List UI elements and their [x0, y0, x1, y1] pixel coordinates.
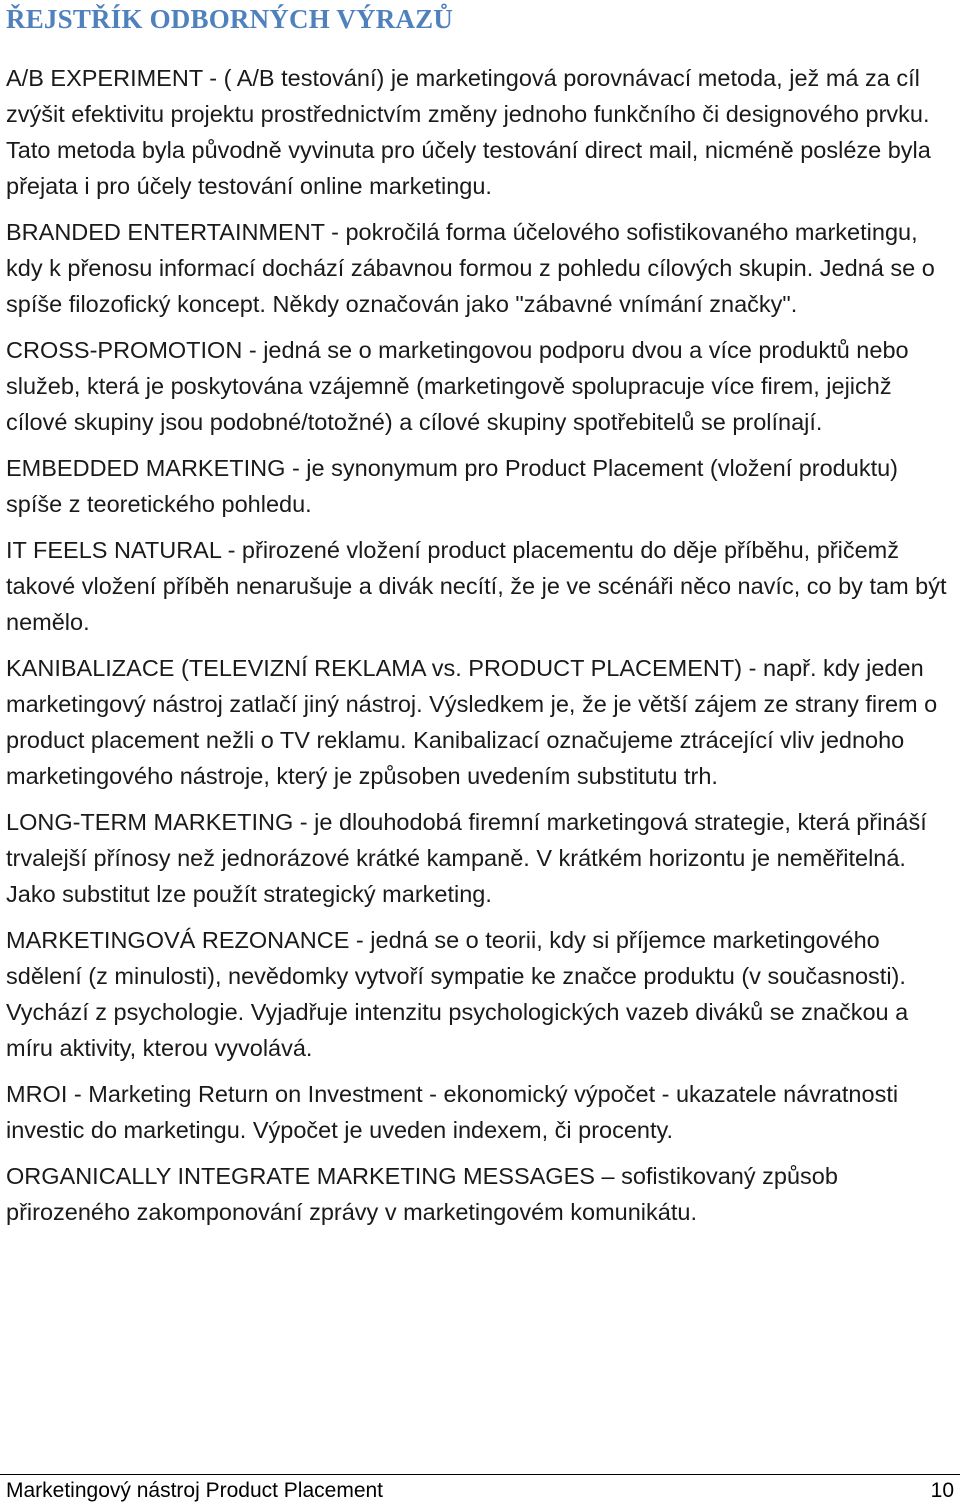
glossary-term: EMBEDDED MARKETING [6, 455, 286, 481]
glossary-definition: - pokročilá forma účelového sofistikovaného marketingu, kdy k přenosu informací dochází zábavnou formou z pohledu cílových skupin. Jedná se o spíše filozofický koncept. Někdy označován jako "zábavné vnímání značky". [6, 219, 935, 317]
glossary-list [6, 60, 956, 1230]
glossary-definition: - Marketing Return on Investment - ekonomický výpočet - ukazatele návratnosti investic do marketingu. Výpočet je uveden indexem, či procenty. [6, 1081, 899, 1143]
glossary-entry [6, 804, 956, 912]
glossary-entry [6, 650, 956, 794]
glossary-definition: - je synonymum pro Product Placement (vložení produktu) spíše z teoretického pohledu. [6, 455, 898, 517]
glossary-definition: - jedná se o marketingovou podporu dvou a více produktů nebo služeb, která je poskytována vzájemně (marketingově spolupracuje více firem, jejichž cílové skupiny jsou podobné/totožné) a cílové skupiny spotřebitelů se prolínají. [6, 337, 909, 435]
page-number: 10 [930, 1479, 954, 1502]
glossary-entry [6, 60, 956, 204]
glossary-entry [6, 332, 956, 440]
glossary-term: ORGANICALLY INTEGRATE MARKETING MESSAGES [6, 1163, 595, 1189]
glossary-entry [6, 532, 956, 640]
glossary-term: BRANDED ENTERTAINMENT [6, 219, 325, 245]
glossary-definition: – sofistikovaný způsob přirozeného zakomponování zprávy v marketingovém komunikátu. [6, 1163, 838, 1225]
glossary-term: LONG-TERM MARKETING [6, 809, 294, 835]
page-title: ŘEJSTŘÍK ODBORNÝCH VÝRAZŮ [6, 4, 454, 34]
page-footer [0, 1474, 960, 1505]
footer-title: Marketingový nástroj Product Placement [6, 1479, 384, 1502]
glossary-term: A/B EXPERIMENT [6, 65, 203, 91]
glossary-term: IT FEELS NATURAL [6, 537, 222, 563]
glossary-term: CROSS-PROMOTION [6, 337, 243, 363]
glossary-definition: - jedná se o teorii, kdy si příjemce marketingového sdělení (z minulosti), nevědomky vytvoří sympatie ke značce produktu (v současnosti). Vychází z psychologie. Vyjadřuje intenzitu psychologických vazeb diváků se značkou a míru aktivity, kterou vyvolává. [6, 927, 909, 1061]
glossary-entry [6, 450, 956, 522]
glossary-definition: - ( A/B testování) je marketingová porovnávací metoda, jež má za cíl zvýšit efektivitu projektu prostřednictvím změny jednoho funkčního či designového prvku. Tato metoda byla původně vyvinuta pro účely testování direct mail, nicméně posléze byla přejata i pro účely testování online marketingu. [6, 65, 931, 199]
glossary-entry [6, 1076, 956, 1148]
glossary-definition: - např. kdy jeden marketingový nástroj zatlačí jiný nástroj. Výsledkem je, že je větší zájem ze strany firem o product placement nežli o TV reklamu. Kanibalizací označujeme ztrácející vliv jednoho marketingového nástroje, který je způsoben uvedením substitutu trh. [6, 655, 938, 789]
glossary-definition: - přirozené vložení product placementu do děje příběhu, přičemž takové vložení příběh nenarušuje a divák necítí, že je ve scénáři něco navíc, co by tam být nemělo. [6, 537, 947, 635]
glossary-term: MARKETINGOVÁ REZONANCE [6, 927, 350, 953]
glossary-entry [6, 1158, 956, 1230]
glossary-entry [6, 214, 956, 322]
glossary-definition: - je dlouhodobá firemní marketingová strategie, která přináší trvalejší přínosy než jednorázové krátké kampaně. V krátkém horizontu je neměřitelná. Jako substitut lze použít strategický marketing. [6, 809, 927, 907]
glossary-term: KANIBALIZACE (TELEVIZNÍ REKLAMA vs. PRODUCT PLACEMENT) [6, 655, 743, 681]
glossary-entry [6, 922, 956, 1066]
glossary-term: MROI [6, 1081, 68, 1107]
